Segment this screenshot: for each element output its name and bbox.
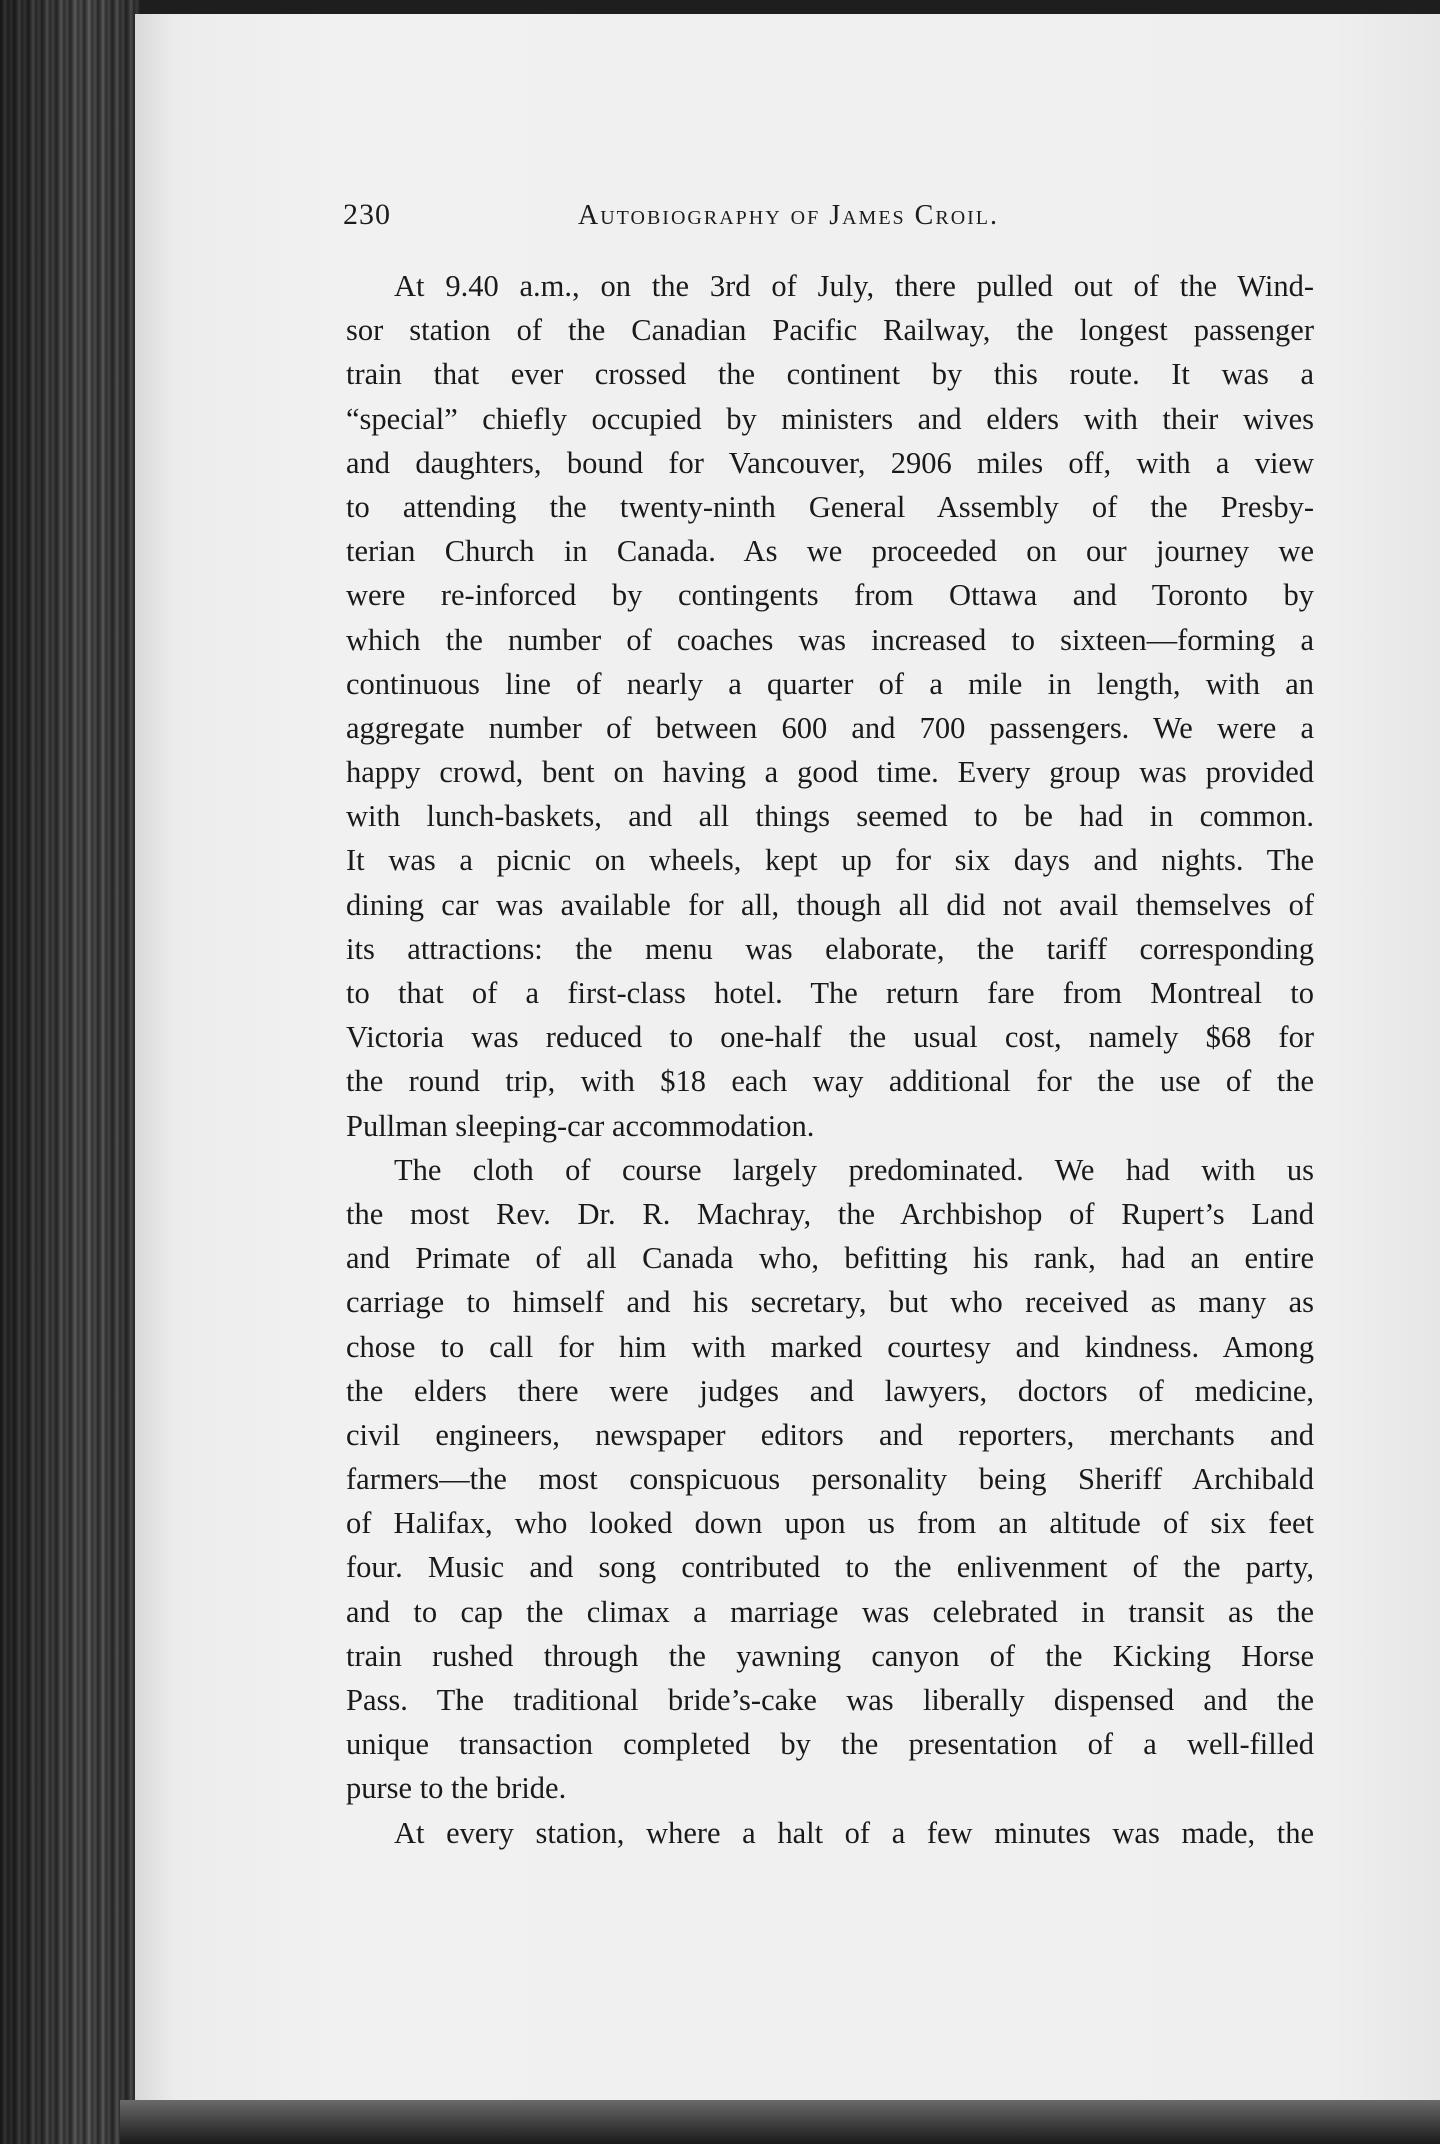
text-line: and daughters, bound for Vancouver, 2906 miles off, with a view (346, 445, 1314, 480)
text-line: which the number of coaches was increased to sixteen—forming a (346, 622, 1314, 657)
text-line: of Halifax, who looked down upon us from an altitude of six feet (346, 1506, 1314, 1541)
text-line: with lunch-baskets, and all things seemed to be had in common. (346, 799, 1314, 834)
text-line: purse to the bride. (346, 1771, 567, 1806)
text-line: to that of a first-class hotel. The return fare from Montreal to (346, 976, 1314, 1010)
text-line: were re-inforced by contingents from Ottawa and Toronto by (346, 578, 1314, 613)
text-line: the round trip, with $18 each way additional for the use of the (346, 1064, 1314, 1099)
text-line: to attending the twenty-ninth General Assembly of the Presby- (346, 489, 1314, 524)
text-line: “special” chiefly occupied by ministers and elders with their wives (346, 401, 1314, 436)
text-line: and to cap the climax a marriage was celebrated in transit as the (346, 1594, 1314, 1629)
text-line: chose to call for him with marked courtesy and kindness. Among (346, 1329, 1314, 1364)
text-line: Victoria was reduced to one-half the usual cost, namely $68 for (346, 1020, 1314, 1055)
page-edge-shadow (0, 0, 140, 2144)
text-line: Pass. The traditional bride’s-cake was liberally dispensed and the (346, 1683, 1314, 1717)
text-line: continuous line of nearly a quarter of a mile in length, with an (346, 666, 1314, 701)
text-line: At every station, where a halt of a few minutes was made, the (394, 1815, 1314, 1850)
text-line: The cloth of course largely predominated. We had with us (394, 1152, 1314, 1187)
text-line: carriage to himself and his secretary, but who received as many as (346, 1285, 1314, 1320)
running-head (343, 198, 1318, 242)
text-line: farmers—the most conspicuous personality being Sheriff Archibald (346, 1462, 1314, 1497)
book-title: Autobiography of James Croil. (578, 200, 1000, 231)
text-line: It was a picnic on wheels, kept up for six days and nights. The (346, 843, 1314, 878)
text-line: civil engineers, newspaper editors and reporters, merchants and (346, 1417, 1314, 1452)
text-line: unique transaction completed by the presentation of a well-filled (346, 1727, 1314, 1762)
text-line: aggregate number of between 600 and 700 passengers. We were a (346, 710, 1314, 745)
bottom-shadow (120, 2100, 1440, 2144)
text-line: At 9.40 a.m., on the 3rd of July, there pulled out of the Wind- (394, 269, 1314, 303)
text-line: its attractions: the menu was elaborate, the tariff corresponding (346, 931, 1314, 966)
text-line: Pullman sleeping-car accommodation. (346, 1108, 815, 1143)
text-line: train that ever crossed the continent by this route. It was a (346, 357, 1314, 392)
page-number: 230 (343, 198, 391, 231)
text-line: the most Rev. Dr. R. Machray, the Archbishop of Rupert’s Land (346, 1196, 1314, 1231)
text-line: four. Music and song contributed to the enlivenment of the party, (346, 1550, 1314, 1585)
text-line: happy crowd, bent on having a good time. Every group was provided (346, 755, 1314, 790)
text-line: dining car was available for all, though all did not avail themselves of (346, 887, 1314, 922)
text-line: the elders there were judges and lawyers, doctors of medicine, (346, 1373, 1314, 1408)
text-line: and Primate of all Canada who, befitting his rank, had an entire (346, 1241, 1314, 1276)
text-line: sor station of the Canadian Pacific Railway, the longest passenger (346, 313, 1314, 348)
text-line: terian Church in Canada. As we proceeded on our journey we (346, 534, 1314, 569)
body-text (346, 264, 1314, 1855)
text-line: train rushed through the yawning canyon of the Kicking Horse (346, 1638, 1314, 1673)
